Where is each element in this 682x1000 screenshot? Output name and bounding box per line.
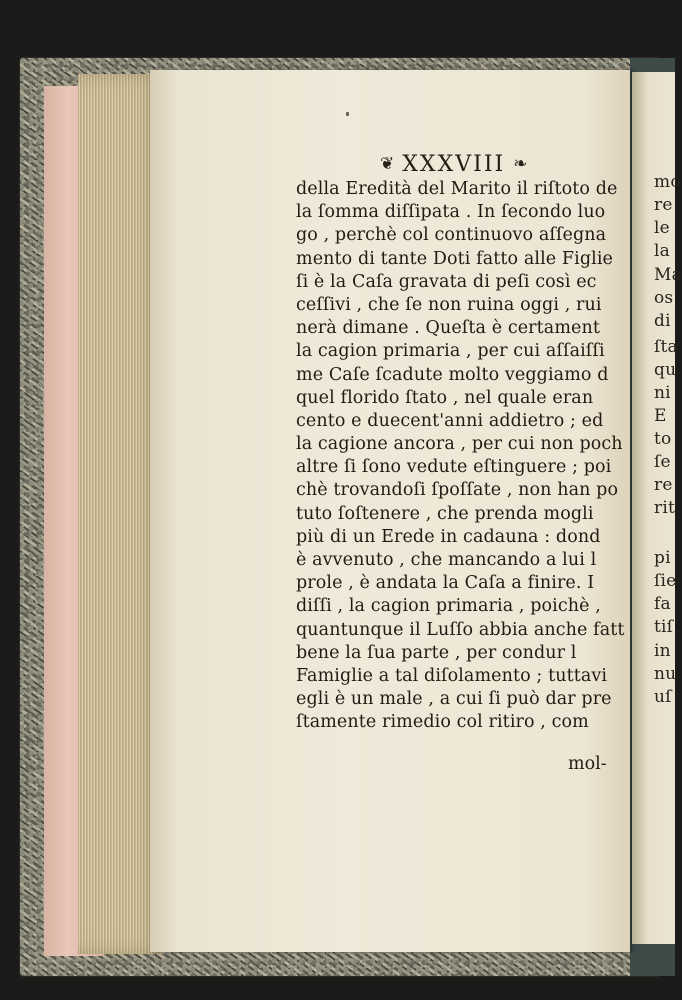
facing-text-fragment: fa	[654, 594, 671, 614]
fleuron-right-icon: ❧	[513, 153, 528, 174]
text-line: quantunque il Luſſo abbia anche fatt	[296, 619, 625, 640]
text-line: nerà dimane . Queſta è certament	[296, 318, 600, 339]
ink-speck	[346, 112, 349, 116]
facing-text-fragment: ſie	[654, 571, 677, 591]
text-line: più di un Erede in cadauna : dond	[296, 526, 601, 547]
facing-text-fragment: nu	[654, 664, 677, 684]
text-line: tuto ſoſtenere , che prenda mogli	[296, 503, 594, 524]
facing-text-fragment: le	[654, 218, 670, 238]
facing-text-fragment: Ma	[654, 265, 682, 285]
facing-text-fragment: di	[654, 311, 671, 331]
page-number: XXXVIII	[402, 151, 506, 177]
text-line: è avvenuto , che mancando a lui l	[296, 550, 597, 570]
facing-text-fragment: qu	[654, 360, 677, 380]
text-line: prole , è andata la Caſa a finire. I	[296, 573, 595, 594]
text-line: chè trovandoſi ſpoſſate , non han po	[296, 480, 619, 501]
facing-text-fragment: mo	[654, 172, 681, 192]
text-line: quel florido ſtato , nel quale eran	[296, 387, 594, 408]
facing-text-fragment: re	[654, 475, 673, 495]
text-line: della Eredità del Marito il riſtoto de	[296, 179, 618, 199]
page-header	[380, 150, 570, 178]
catchword: mol-	[568, 754, 607, 774]
facing-text-fragment: la	[654, 241, 670, 261]
text-line: diſſi , la cagion primaria , poichè ,	[296, 596, 601, 617]
facing-text-fragment: tiſ	[654, 617, 674, 637]
text-line: cento e duecent'anni addietro ; ed	[296, 410, 604, 431]
text-line: bene la ſua parte , per condur l	[296, 642, 577, 663]
facing-text-fragment: to	[654, 429, 672, 449]
facing-text-fragment: ſta	[654, 337, 678, 357]
text-line: ceſſivi , che ſe non ruina oggi , rui	[296, 294, 602, 315]
text-line: mento di tante Doti fatto alle Figlie	[296, 248, 613, 269]
body-text	[296, 178, 636, 778]
facing-page	[632, 72, 682, 944]
fleuron-left-icon: ❦	[380, 153, 395, 174]
text-line: altre ſi ſono vedute eſtinguere ; poi	[296, 457, 612, 478]
facing-text-fragment: ni	[654, 383, 671, 403]
text-line: me Caſe ſcadute molto veggiamo d	[296, 364, 609, 385]
facing-text-fragment: uſ	[654, 687, 672, 707]
facing-text-fragment: re	[654, 195, 673, 215]
text-line: ſtamente rimedio col ritiro , com	[296, 712, 589, 733]
facing-text-fragment: ſe	[654, 452, 671, 472]
text-line: go , perchè col continuovo aſſegna	[296, 225, 607, 246]
facing-text-fragment: in	[654, 641, 671, 661]
text-line: la cagione ancora , per cui non poch	[296, 434, 623, 455]
text-line: ſi è la Caſa gravata di peſi così ec	[296, 271, 597, 292]
text-line: Famiglie a tal diſolamento ; tuttavi	[296, 665, 608, 686]
text-line: egli è un male , a cui ſi può dar pre	[296, 689, 612, 710]
facing-text-fragment: rit	[654, 498, 675, 518]
text-line: la ſomma diſſipata . In ſecondo luo	[296, 202, 606, 223]
facing-text-fragment: pi	[654, 548, 671, 568]
facing-text-fragment: E	[654, 406, 667, 426]
facing-text-fragment: os	[654, 288, 674, 308]
text-line: la cagion primaria , per cui aſſaiſſi	[296, 341, 605, 362]
